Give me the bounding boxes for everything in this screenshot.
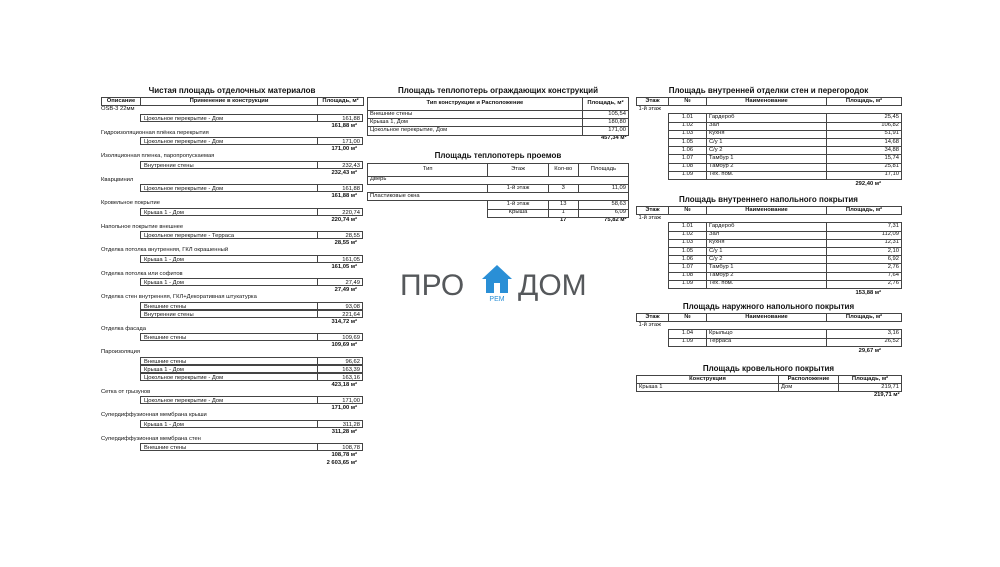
- table-row: [101, 357, 363, 365]
- table-row: [637, 231, 902, 239]
- floors-cell: С/у 2: [707, 256, 827, 264]
- table-row: [368, 201, 629, 209]
- openings-cell: 13: [548, 201, 578, 209]
- walls-cell: 1.08: [669, 163, 707, 171]
- openings-col-area: Площадь: [578, 163, 628, 176]
- material-name: Отделка потолка внутренняя, ГКЛ окрашенный: [101, 247, 229, 254]
- table-row: [637, 330, 902, 338]
- table-row: [368, 184, 629, 192]
- openings-col-type: Тип: [368, 163, 488, 176]
- table-row: [637, 338, 902, 346]
- openings-table: [367, 163, 629, 225]
- envelope-cell: 180,80: [582, 119, 628, 127]
- house-icon: [482, 265, 512, 293]
- material-area: 232,43: [317, 161, 363, 169]
- roof-title: Площадь кровельного покрытия: [702, 364, 835, 373]
- material-application: Крыша 1 - Дом: [140, 208, 317, 216]
- floors-total: 153,88 м²: [855, 289, 881, 296]
- materials-col-area: Площадь, м²: [318, 98, 364, 106]
- outdoor-col-num: №: [669, 314, 707, 322]
- walls-cell: 34,88: [827, 147, 902, 155]
- table-row: [637, 239, 902, 247]
- walls-cell: 14,68: [827, 138, 902, 146]
- envelope-col-area: Площадь, м²: [582, 98, 628, 111]
- outdoor-col-floor: Этаж: [637, 314, 669, 322]
- floors-cell: 1.01: [669, 223, 707, 231]
- material-name: Отделка фасада: [101, 325, 146, 332]
- openings-cell: Крыша: [488, 209, 548, 217]
- material-application: Внешние стены: [140, 302, 317, 310]
- table-row: [101, 161, 363, 169]
- table-row: [101, 231, 363, 239]
- walls-cell: С/у 2: [707, 147, 827, 155]
- material-application: Внешние стены: [140, 357, 317, 365]
- outdoor-title: Площадь наружного напольного покрытия: [682, 302, 855, 311]
- material-group: [101, 106, 363, 130]
- openings-total-area: 75,82 м²: [604, 217, 627, 224]
- roof-total: 219,71 м²: [873, 392, 900, 399]
- openings-cell: 1-й этаж: [488, 201, 548, 209]
- material-area: 93,08: [317, 302, 363, 310]
- walls-cell: Тех. пом.: [707, 171, 827, 179]
- table-row: [101, 443, 363, 451]
- floors-cell: 1.07: [669, 264, 707, 272]
- outdoor-floor-label: 1-й этаж: [638, 321, 662, 328]
- material-group: [101, 247, 363, 271]
- material-application: Внешние стены: [140, 443, 317, 451]
- material-name: Пароизоляция: [101, 349, 140, 356]
- material-area: 220,74: [317, 208, 363, 216]
- openings-group-name: Пластиковые окна: [368, 193, 629, 201]
- outdoor-table: [636, 313, 902, 347]
- material-total: 161,88 м²: [331, 193, 357, 200]
- material-area: 221,64: [317, 310, 363, 318]
- floors-cell: 2,76: [827, 280, 902, 288]
- material-application: Крыша 1 - Дом: [140, 420, 317, 428]
- material-application: Цокольное перекрытие - Дом: [140, 396, 317, 404]
- logo-right-text: ДОМ: [518, 269, 587, 302]
- table-row: [368, 111, 629, 119]
- openings-total-count: 17: [560, 217, 567, 224]
- table-row: [637, 280, 902, 288]
- walls-cell: Зал: [707, 122, 827, 130]
- table-row: [101, 184, 363, 192]
- walls-cell: Тамбур 1: [707, 155, 827, 163]
- floors-cell: 2,76: [827, 264, 902, 272]
- floors-col-area: Площадь, м²: [827, 207, 902, 215]
- material-group: [101, 389, 363, 413]
- walls-cell: С/у 1: [707, 138, 827, 146]
- walls-cell: 51,91: [827, 130, 902, 138]
- outdoor-cell: Терраса: [707, 338, 827, 346]
- material-area: 28,55: [317, 231, 363, 239]
- material-application: Крыша 1 - Дом: [140, 365, 317, 373]
- material-application: Цокольное перекрытие - Дом: [140, 373, 317, 381]
- outdoor-cell: 1.09: [669, 338, 707, 346]
- material-total: 28,55 м²: [334, 240, 357, 247]
- material-total: 109,69 м²: [331, 342, 357, 349]
- walls-total: 292,40 м²: [855, 180, 881, 187]
- material-application: Внутренние стены: [140, 310, 317, 318]
- roof-cell: Крыша 1: [637, 384, 779, 392]
- table-row: [368, 127, 629, 135]
- material-group: [101, 294, 363, 326]
- material-area: 109,69: [317, 333, 363, 341]
- outdoor-cell: 3,16: [827, 330, 902, 338]
- walls-cell: Кухня: [707, 130, 827, 138]
- walls-cell: Тамбур 2: [707, 163, 827, 171]
- table-row: [101, 278, 363, 286]
- floors-cell: Тех. пом.: [707, 280, 827, 288]
- material-group: [101, 436, 363, 460]
- material-area: 171,00: [317, 137, 363, 145]
- material-name: Кварцвинил: [101, 176, 134, 183]
- envelope-title: Площадь теплопотерь ограждающих конструкций: [397, 86, 598, 95]
- material-area: 171,00: [317, 396, 363, 404]
- material-area: 108,78: [317, 443, 363, 451]
- walls-cell: 17,10: [827, 171, 902, 179]
- table-row: [637, 147, 902, 155]
- roof-col-construct: Конструкция: [637, 376, 779, 384]
- material-area: 27,49: [317, 278, 363, 286]
- table-row: [637, 171, 902, 179]
- material-area: 311,28: [317, 420, 363, 428]
- outdoor-cell: 1.04: [669, 330, 707, 338]
- roof-table: [636, 375, 902, 400]
- table-row: [101, 302, 363, 310]
- material-name: Супердиффузионная мембрана стен: [101, 435, 201, 442]
- table-row: [637, 122, 902, 130]
- floors-section: [636, 196, 901, 298]
- floors-cell: 6,92: [827, 256, 902, 264]
- walls-cell: 106,82: [827, 122, 902, 130]
- table-row: [637, 155, 902, 163]
- table-row: [637, 138, 902, 146]
- table-row: [101, 373, 363, 381]
- materials-title: Чистая площадь отделочных материалов: [148, 86, 316, 95]
- walls-cell: 1.01: [669, 114, 707, 122]
- material-area: 163,39: [317, 365, 363, 373]
- material-group: [101, 130, 363, 154]
- roof-section: [636, 365, 901, 400]
- outdoor-cell: Крыльцо: [707, 330, 827, 338]
- material-total: 423,18 м²: [331, 381, 357, 388]
- table-row: [101, 255, 363, 263]
- table-row: [101, 365, 363, 373]
- openings-cell: 1-й этаж: [488, 184, 548, 192]
- material-name: OSB-3 22мм: [101, 106, 135, 113]
- material-area: 161,88: [317, 114, 363, 122]
- envelope-cell: Крыша 1, Дом: [368, 119, 583, 127]
- openings-col-count: Кол-во: [548, 163, 578, 176]
- outdoor-total: 29,67 м²: [858, 347, 881, 354]
- material-application: Цокольное перекрытие - Дом: [140, 184, 317, 192]
- material-name: Супердиффузионная мембрана крыши: [101, 412, 207, 419]
- openings-cell: 3: [548, 184, 578, 192]
- floors-cell: 1.03: [669, 239, 707, 247]
- material-group: [101, 271, 363, 295]
- openings-group-name: Дверь: [368, 176, 629, 184]
- table-row: [637, 264, 902, 272]
- floors-cell: Зал: [707, 231, 827, 239]
- material-application: Крыша 1 - Дом: [140, 278, 317, 286]
- envelope-cell: Внешние стены: [368, 111, 583, 119]
- material-group: [101, 200, 363, 224]
- walls-col-name: Наименование: [707, 98, 827, 106]
- openings-col-floor: Этаж: [488, 163, 548, 176]
- floors-cell: 2,10: [827, 247, 902, 255]
- table-row: [368, 209, 629, 217]
- material-total: 161,88 м²: [331, 122, 357, 129]
- material-total: 171,00 м²: [331, 405, 357, 412]
- roof-cell: 219,71: [839, 384, 902, 392]
- floors-cell: Гардероб: [707, 223, 827, 231]
- walls-cell: 1.07: [669, 155, 707, 163]
- material-application: Внешние стены: [140, 333, 317, 341]
- outdoor-cell: 26,52: [827, 338, 902, 346]
- openings-cell: 1: [548, 209, 578, 217]
- walls-cell: 25,45: [827, 114, 902, 122]
- floors-cell: 1.08: [669, 272, 707, 280]
- material-name: Сетка от грызунов: [101, 388, 151, 395]
- material-application: Крыша 1 - Дом: [140, 255, 317, 263]
- material-area: 161,05: [317, 255, 363, 263]
- materials-grand-total: 2 603,65 м²: [326, 460, 357, 467]
- walls-col-area: Площадь, м²: [827, 98, 902, 106]
- material-name: Отделка стен внутренняя, ГКЛ+Декоративная штукатурка: [101, 294, 257, 301]
- walls-col-floor: Этаж: [637, 98, 669, 106]
- material-total: 311,28 м²: [331, 428, 357, 435]
- floors-cell: 1.06: [669, 256, 707, 264]
- walls-cell: 1.03: [669, 130, 707, 138]
- roof-cell: Дом: [779, 384, 839, 392]
- openings-cell: 6,09: [578, 209, 628, 217]
- material-name: Напольное покрытие внешнее: [101, 223, 184, 230]
- table-row: [101, 420, 363, 428]
- table-row: [101, 137, 363, 145]
- material-total: 220,74 м²: [331, 216, 357, 223]
- materials-col-desc: Описание: [102, 98, 141, 106]
- roof-col-location: Расположение: [779, 376, 839, 384]
- floors-col-num: №: [669, 207, 707, 215]
- materials-col-app: Применение в конструкции: [141, 98, 318, 106]
- table-row: [101, 114, 363, 122]
- floors-col-floor: Этаж: [637, 207, 669, 215]
- floors-cell: 112,09: [827, 231, 902, 239]
- material-group: [101, 412, 363, 436]
- table-row: [637, 163, 902, 171]
- material-application: Внутренние стены: [140, 161, 317, 169]
- walls-section: [636, 87, 901, 189]
- floors-cell: 7,64: [827, 272, 902, 280]
- material-area: 161,88: [317, 184, 363, 192]
- floors-cell: 1.09: [669, 280, 707, 288]
- roof-col-area: Площадь, м²: [839, 376, 902, 384]
- list-item: [368, 193, 629, 201]
- walls-floor-label: 1-й этаж: [638, 105, 662, 112]
- walls-cell: 1.02: [669, 122, 707, 130]
- floors-table: [636, 206, 902, 289]
- walls-cell: 25,81: [827, 163, 902, 171]
- envelope-section: [367, 87, 629, 225]
- walls-table: [636, 97, 902, 180]
- floors-cell: Тамбур 2: [707, 272, 827, 280]
- floors-cell: 1.02: [669, 231, 707, 239]
- floors-cell: Кухня: [707, 239, 827, 247]
- envelope-cell: 105,54: [582, 111, 628, 119]
- material-total: 27,49 м²: [334, 287, 357, 294]
- logo: [400, 263, 600, 303]
- material-area: 96,62: [317, 357, 363, 365]
- table-row: [637, 130, 902, 138]
- materials-header: [101, 97, 364, 106]
- walls-cell: 15,74: [827, 155, 902, 163]
- floors-col-name: Наименование: [707, 207, 827, 215]
- material-application: Цокольное перекрытие - Дом: [140, 114, 317, 122]
- material-group: [101, 177, 363, 201]
- envelope-table: [367, 97, 629, 143]
- walls-cell: 1.06: [669, 147, 707, 155]
- table-row: [637, 223, 902, 231]
- floors-title: Площадь внутреннего напольного покрытия: [679, 195, 858, 204]
- material-application: Цокольное перекрытие - Дом: [140, 137, 317, 145]
- materials-section: [101, 87, 363, 467]
- walls-cell: 1.05: [669, 138, 707, 146]
- material-application: Цокольное перекрытие - Терраса: [140, 231, 317, 239]
- walls-cell: 1.09: [669, 171, 707, 179]
- table-row: [101, 333, 363, 341]
- materials-groups: [101, 106, 363, 459]
- material-name: Изоляционная пленка, паропропускаемая: [101, 153, 215, 160]
- list-item: [368, 176, 629, 184]
- material-group: [101, 153, 363, 177]
- table-row: [101, 208, 363, 216]
- envelope-cell: Цокольное перекрытие, Дом: [368, 127, 583, 135]
- material-total: 108,78 м²: [331, 452, 357, 459]
- material-total: 161,05 м²: [331, 263, 357, 270]
- material-name: Гидроизоляционная плёнка перекрытия: [101, 129, 209, 136]
- floors-cell: 7,31: [827, 223, 902, 231]
- table-row: [101, 310, 363, 318]
- walls-title: Площадь внутренней отделки стен и перегородок: [668, 86, 869, 95]
- logo-badge-text: РЕМ: [489, 296, 505, 303]
- table-row: [368, 119, 629, 127]
- outdoor-section: [636, 303, 901, 356]
- table-row: [637, 272, 902, 280]
- outdoor-col-name: Наименование: [707, 314, 827, 322]
- envelope-col-type: Тип конструкции и Расположение: [368, 98, 583, 111]
- material-total: 171,00 м²: [331, 146, 357, 153]
- table-row: [637, 114, 902, 122]
- envelope-cell: 171,00: [582, 127, 628, 135]
- material-group: [101, 326, 363, 350]
- material-total: 232,43 м²: [331, 169, 357, 176]
- floors-cell: Тамбур 1: [707, 264, 827, 272]
- openings-cell: 58,63: [578, 201, 628, 209]
- envelope-total: 457,34 м²: [600, 135, 627, 142]
- floors-cell: 12,31: [827, 239, 902, 247]
- material-group: [101, 224, 363, 248]
- table-row: [637, 247, 902, 255]
- material-name: Кровельное покрытие: [101, 200, 160, 207]
- table-row: [637, 256, 902, 264]
- logo-left-text: ПРО: [400, 269, 465, 302]
- material-name: Отделка потолка или софитов: [101, 270, 183, 277]
- table-row: [637, 384, 902, 392]
- outdoor-col-area: Площадь, м²: [827, 314, 902, 322]
- openings-title: Площадь теплопотерь проемов: [434, 150, 562, 160]
- floors-floor-label: 1-й этаж: [638, 214, 662, 221]
- walls-col-num: №: [669, 98, 707, 106]
- material-group: [101, 349, 363, 389]
- material-area: 163,16: [317, 373, 363, 381]
- table-row: [101, 396, 363, 404]
- material-total: 314,72 м²: [331, 318, 357, 325]
- walls-cell: Гардероб: [707, 114, 827, 122]
- floors-cell: 1.05: [669, 247, 707, 255]
- openings-cell: 11,09: [578, 184, 628, 192]
- floors-cell: С/у 1: [707, 247, 827, 255]
